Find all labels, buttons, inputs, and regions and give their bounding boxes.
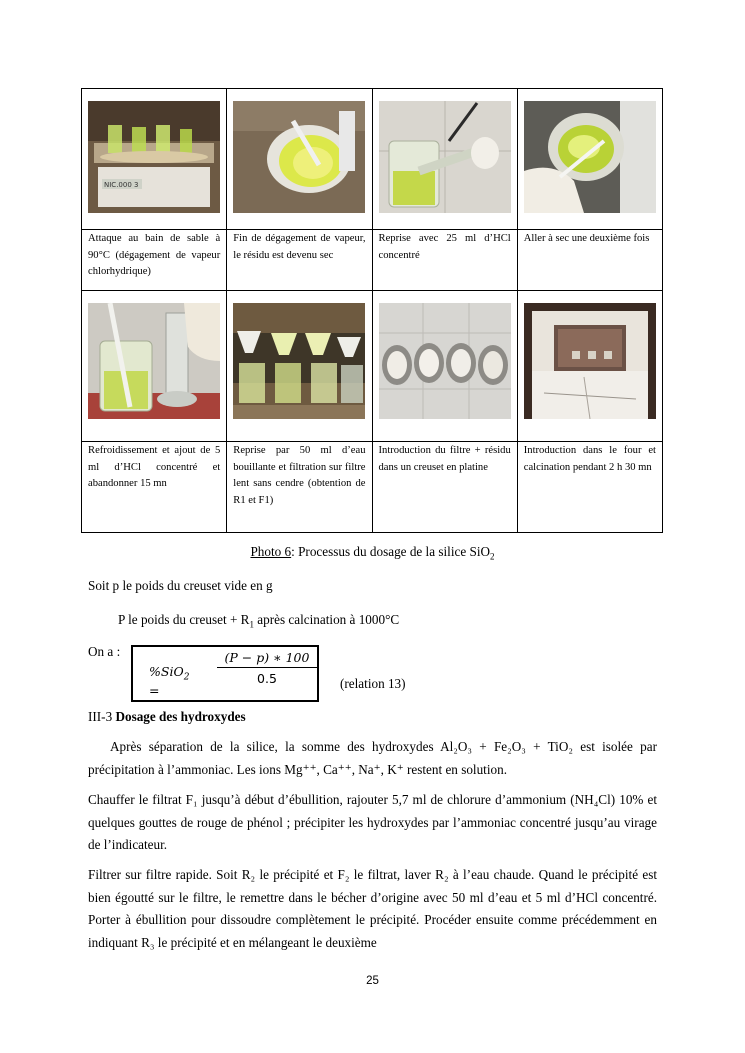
step-caption: Attaque au bain de sable à 90°C (dégagement de vapeur chlorhydrique) [88,233,221,277]
caption-cell [227,442,372,533]
figure-label: Photo 6 [250,544,292,559]
relation-label: (relation 13) [340,676,406,691]
figure-caption [0,544,745,562]
caption-cell [372,230,517,291]
figure-caption-sub: 2 [490,551,495,562]
page-number: 25 [366,975,379,987]
caption-cell [517,230,662,291]
photo-cell [227,89,372,230]
figure-caption-text: : Processus du dosage de la silice SiO [291,544,491,559]
photo-cell [82,89,227,230]
paragraph-2: Chauffer le filtrat F₁ jusqu’à début d’ébullition, rajouter 5,7 ml de chlorure d’ammonium (NH₄Cl) 10% et quelques gouttes de rouge de phénol ; précipiter les hydroxydes par l’ammoniac concentré jusqu’au virage de l’indicateur. [88,792,657,852]
photo-filtration [233,303,365,419]
scale-readout: NIC.000 3 [104,181,139,189]
section-title: Dosage des hydroxydes [115,709,246,724]
step-caption: Aller à sec une deuxième fois [523,233,650,244]
section-heading [88,707,246,727]
photo-cell [82,291,227,442]
caption-cell [517,442,662,533]
photo-furnace [524,303,656,419]
photo-table [81,88,663,533]
photo-cooling [88,303,220,419]
caption-cell [82,442,227,533]
caption-cell [227,230,372,291]
paragraph-3: Filtrer sur filtre rapide. Soit R₂ le précipité et F₂ le filtrat, laver R₂ à l’eau chaude. Quand le précipité est bien égoutté sur le filtre, le remettre dans le bécher d’origine avec 50 ml d’eau et 5 ml d’HCl concentré. Porter à ébullition pour dissoudre complètement le précipité. Procéder ensuite comme précédemment en indiquant R₃ le précipité et en mélangeant le deuxième [88,867,657,950]
step-caption: Introduction du filtre + résidu dans un creuset en platine [378,445,511,473]
step-caption: Introduction dans le four et calcination pendant 2 h 30 mn [523,445,656,473]
photo-cell [372,89,517,230]
caption-cell [82,230,227,291]
photo-hcl-addition [379,101,511,213]
step-caption: Fin de dégagement de vapeur, le résidu est devenu sec [233,233,366,261]
formula-numerator: (P − p) ∗ 100 [217,650,317,668]
caption-cell [372,442,517,533]
formula-fraction [217,650,317,686]
on-a-label: On a : [88,644,121,659]
definition-P-a: P le poids du creuset + R [118,612,250,627]
step-caption: Reprise par 50 ml d’eau bouillante et filtration sur filtre lent sans cendre (obtention de R1 et F1) [233,445,366,506]
formula-box [131,645,319,702]
photo-sand-bath [88,101,220,213]
section-number: III-3 [88,709,116,724]
photo-cell [517,291,662,442]
formula-denominator: 0.5 [257,671,277,686]
photo-cell [227,291,372,442]
photo-cell [372,291,517,442]
photo-cell [517,89,662,230]
step-caption: Reprise avec 25 ml d’HCl concentré [378,233,511,261]
photo-dry-residue [233,101,365,213]
formula-lhs: %SiO$_2$ = [149,664,190,698]
photo-dry-again [524,101,656,213]
paragraph-1: Après séparation de la silice, la somme des hydroxydes Al₂O₃ + Fe₂O₃ + TiO₂ est isolée par précipitation à l’ammoniac. Les ions Mg⁺⁺, Ca⁺⁺, Na⁺, K⁺ restent en solution. [88,739,657,777]
photo-crucibles [379,303,511,419]
definition-P-sub: 1 [249,619,254,630]
definition-P [118,610,399,635]
definition-p: Soit p le poids du creuset vide en g [88,578,273,593]
definition-P-b: après calcination à 1000°C [253,612,400,627]
step-caption: Refroidissement et ajout de 5 ml d’HCl concentré et abandonner 15 mn [88,445,221,489]
